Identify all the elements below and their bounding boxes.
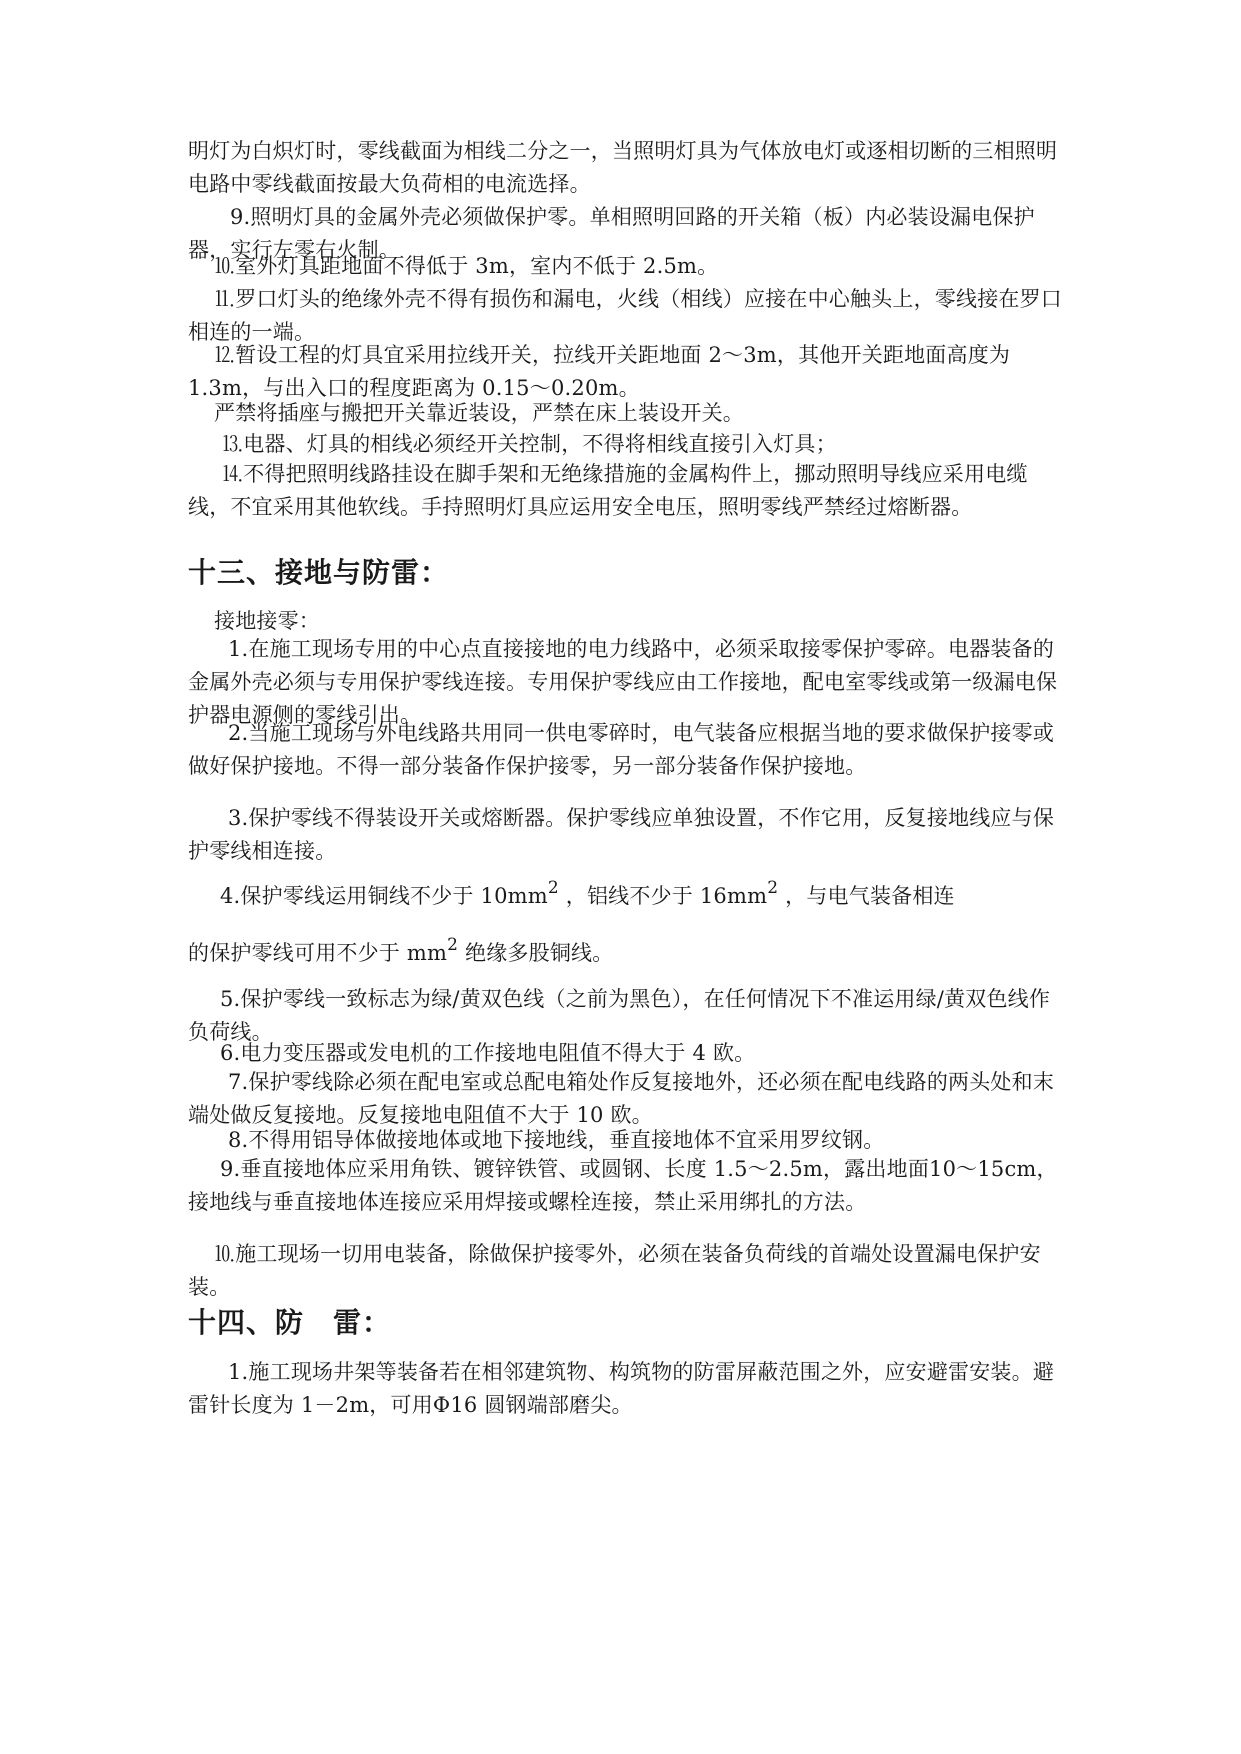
g4-text-b: ，铝线不少于 16mm <box>565 884 768 908</box>
paragraph-grounding-intro: 接地接零： <box>214 609 320 633</box>
paragraph-item-11: ⒒罗口灯头的绝缘外壳不得有损伤和漏电，火线（相线）应接在中心触头上，零线接在罗口相连的一端。 <box>188 287 1062 344</box>
paragraph-item-12: ⒓暂设工程的灯具宜采用拉线开关，拉线开关距地面 2～3m，其他开关距地面高度为 1.3m，与出入口的程度距离为 0.15～0.20m。 <box>188 343 1017 400</box>
section-heading-13: 十三、接地与防雷： <box>188 556 450 589</box>
g4-text-c: ，与电气装备相连 <box>785 884 955 908</box>
g4-text-a: 4.保护零线运用铜线不少于 10mm <box>220 884 548 908</box>
paragraph-item-13: ⒔电器、灯具的相线必须经开关控制，不得将相线直接引入灯具； <box>222 432 837 456</box>
section-heading-14: 十四、防 雷： <box>188 1306 392 1339</box>
superscript-2: 2 <box>547 878 559 898</box>
superscript-2: 2 <box>767 878 779 898</box>
superscript-2: 2 <box>447 935 459 955</box>
paragraph-socket-rule: 严禁将插座与搬把开关靠近装设，严禁在床上装设开关。 <box>214 401 744 425</box>
g4-text-e: 绝缘多股铜线。 <box>465 941 614 965</box>
paragraph-item-10: ⒑室外灯具距地面不得低于 3m，室内不低于 2.5m。 <box>214 254 719 278</box>
paragraph-lightning-1: 1.施工现场井架等装备若在相邻建筑物、构筑物的防雷屏蔽范围之外，应安避雷安装。避雷针长度为 1－2m，可用Φ16 圆钢端部磨尖。 <box>188 1360 1055 1417</box>
paragraph-item-9: 9.照明灯具的金属外壳必须做保护零。单相照明回路的开关箱（板）内必装设漏电保护器，实行左零右火制。 <box>188 205 1035 262</box>
g4-text-d: 的保护零线可用不少于 mm <box>188 941 448 965</box>
paragraph-grounding-5: 5.保护零线一致标志为绿/黄双色线（之前为黑色），在任何情况下不准运用绿/黄双色线作负荷线。 <box>188 987 1051 1044</box>
paragraph-grounding-9: 9.垂直接地体应采用角铁、镀锌铁管、或圆钢、长度 1.5～2.5m，露出地面10～15cm，接地线与垂直接地体连接应采用焊接或螺栓连接，禁止采用绑扎的方法。 <box>188 1157 1058 1214</box>
paragraph-grounding-2: 2.当施工现场与外电线路共用同一供电零碎时，电气装备应根据当地的要求做保护接零或做好保护接地。不得一部分装备作保护接零，另一部分装备作保护接地。 <box>188 721 1055 778</box>
paragraph-grounding-4-line2 <box>188 937 1068 970</box>
paragraph-grounding-4-line1 <box>188 880 1068 913</box>
paragraph-lighting-neutral: 明灯为白炽灯时，零线截面为相线二分之一，当照明灯具为气体放电灯或逐相切断的三相照明电路中零线截面按最大负荷相的电流选择。 <box>188 139 1058 196</box>
paragraph-grounding-3: 3.保护零线不得装设开关或熔断器。保护零线应单独设置，不作它用，反复接地线应与保护零线相连接。 <box>188 806 1055 863</box>
paragraph-item-14: ⒕不得把照明线路挂设在脚手架和无绝缘措施的金属构件上，挪动照明导线应采用电缆线，不宜采用其他软线。手持照明灯具应运用安全电压，照明零线严禁经过熔断器。 <box>188 462 1028 519</box>
paragraph-grounding-6: 6.电力变压器或发电机的工作接地电阻值不得大于 4 欧。 <box>220 1041 756 1065</box>
paragraph-grounding-8: 8.不得用铝导体做接地体或地下接地线，垂直接地体不宜采用罗纹钢。 <box>228 1128 885 1152</box>
paragraph-grounding-1: 1.在施工现场专用的中心点直接接地的电力线路中，必须采取接零保护零碎。电器装备的金属外壳必须与专用保护零线连接。专用保护零线应由工作接地，配电室零线或第一级漏电保护器电源侧的零线引出。 <box>188 637 1058 727</box>
paragraph-grounding-7: 7.保护零线除必须在配电室或总配电箱处作反复接地外，还必须在配电线路的两头处和末端处做反复接地。反复接地电阻值不大于 10 欧。 <box>188 1070 1055 1127</box>
paragraph-grounding-10: ⒑施工现场一切用电装备，除做保护接零外，必须在装备负荷线的首端处设置漏电保护安装。 <box>188 1242 1041 1299</box>
